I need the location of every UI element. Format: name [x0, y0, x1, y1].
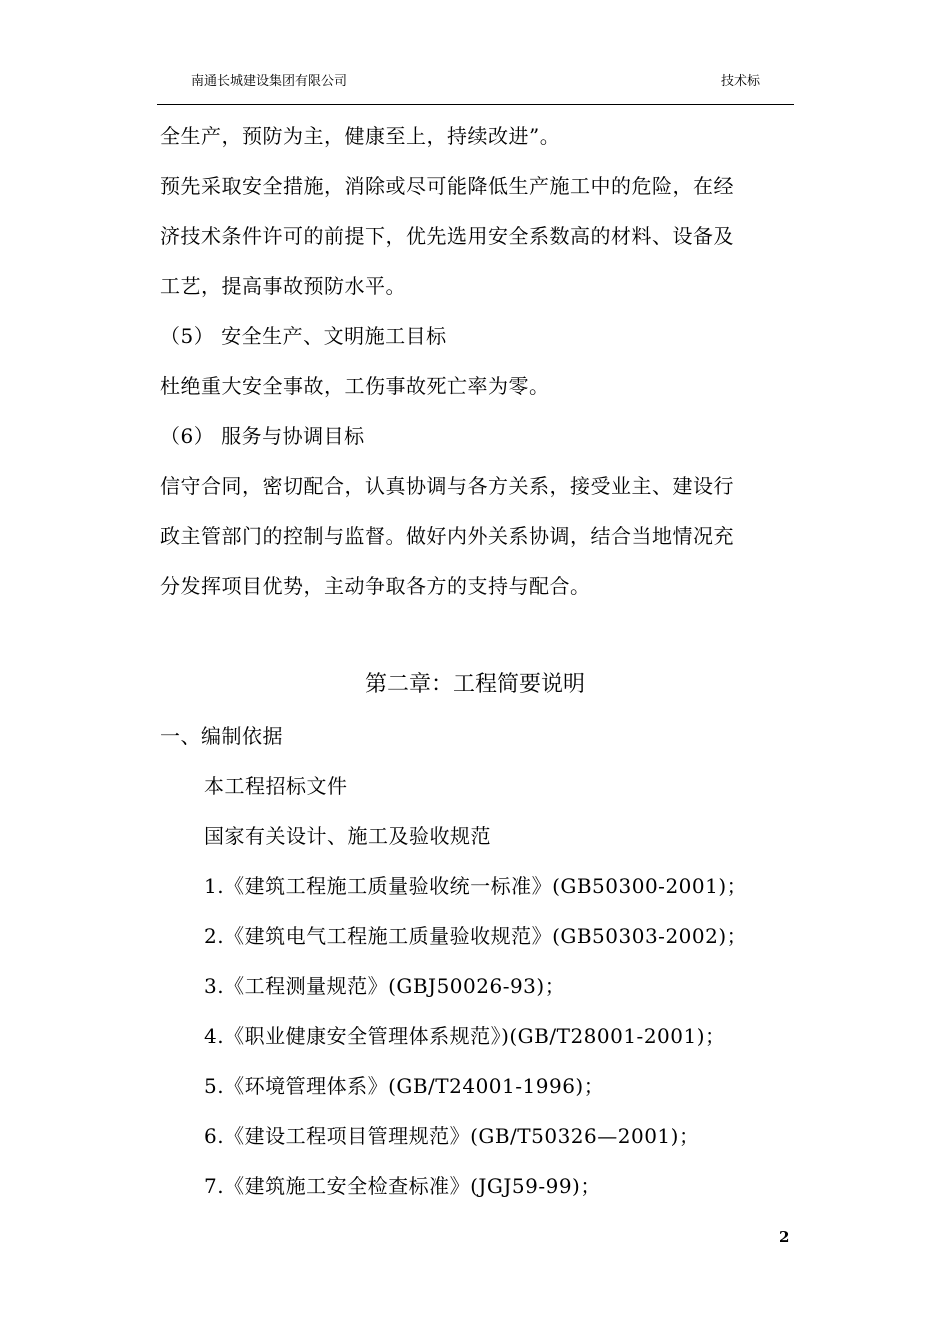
subheading-service-goal: （6） 服务与协调目标 [160, 424, 365, 448]
standard-item: 4.《职业健康安全管理体系规范》)(GB/T28001-2001)； [204, 1024, 726, 1048]
standard-item: 5.《环境管理体系》(GB/T24001-1996)； [204, 1074, 605, 1098]
standard-item: 2.《建筑电气工程施工质量验收规范》(GB50303-2002)； [204, 924, 748, 948]
spacer [160, 611, 800, 659]
standard-item: 1.《建筑工程施工质量验收统一标准》(GB50300-2001)； [204, 874, 748, 898]
page-number: 2 [779, 1228, 790, 1246]
paragraph-line: 分发挥项目优势，主动争取各方的支持与配合。 [160, 574, 591, 598]
section-heading: 一、编制依据 [160, 724, 283, 748]
paragraph-line: 济技术条件许可的前提下，优先选用安全系数高的材料、设备及 [160, 224, 734, 248]
basis-item: 本工程招标文件 [204, 774, 348, 798]
paragraph-line: 工艺，提高事故预防水平。 [160, 274, 406, 298]
standard-item: 3.《工程测量规范》(GBJ50026-93)； [204, 974, 566, 998]
paragraph-line: 信守合同，密切配合，认真协调与各方关系，接受业主、建设行 [160, 474, 734, 498]
paragraph-line: 预先采取安全措施，消除或尽可能降低生产施工中的危险，在经 [160, 174, 734, 198]
standard-item: 6.《建设工程项目管理规范》(GB/T50326—2001)； [204, 1124, 700, 1148]
subheading-safety-goal: （5） 安全生产、文明施工目标 [160, 324, 447, 348]
header-doc-type: 技术标 [720, 74, 760, 89]
header-company: 南通长城建设集团有限公司 [191, 74, 348, 89]
standard-item: 7.《建筑施工安全检查标准》(JGJ59-99)； [204, 1174, 601, 1198]
basis-item: 国家有关设计、施工及验收规范 [204, 824, 491, 848]
document-body [160, 111, 800, 1211]
page-header [157, 62, 794, 105]
paragraph-line: 杜绝重大安全事故，工伤事故死亡率为零。 [160, 374, 550, 398]
chapter-title: 第二章：工程简要说明 [364, 672, 585, 697]
paragraph-line: 政主管部门的控制与监督。做好内外关系协调，结合当地情况充 [160, 524, 734, 548]
paragraph-line: 全生产，预防为主，健康至上，持续改进”。 [160, 124, 561, 148]
